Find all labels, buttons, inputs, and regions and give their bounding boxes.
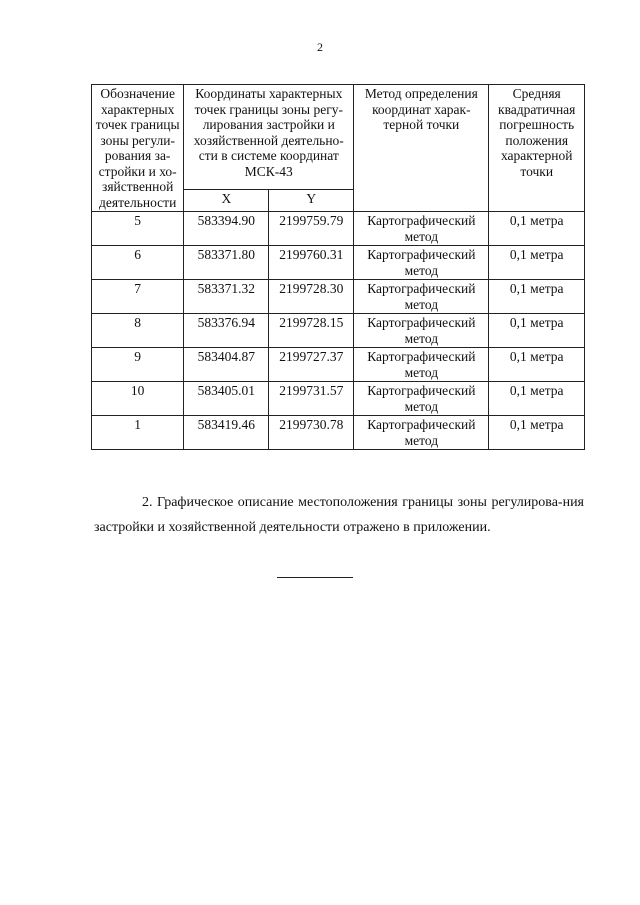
table-row xyxy=(92,382,585,416)
header-coordinates: Координаты характерных точек границы зоны регу-лирования застройки и хозяйственной деятельно-сти в системе координат МСК-43 xyxy=(184,85,354,190)
cell-y: 2199759.79 xyxy=(269,212,354,246)
header-x: X xyxy=(184,190,269,212)
cell-error: 0,1 метра xyxy=(489,212,585,246)
cell-method: Картографический метод xyxy=(354,246,489,280)
table-row xyxy=(92,246,585,280)
cell-x: 583405.01 xyxy=(184,382,269,416)
cell-point: 1 xyxy=(92,416,184,450)
page-number: 2 xyxy=(317,40,323,54)
cell-x: 583394.90 xyxy=(184,212,269,246)
cell-point: 9 xyxy=(92,348,184,382)
cell-error: 0,1 метра xyxy=(489,382,585,416)
table-row xyxy=(92,416,585,450)
table-row xyxy=(92,314,585,348)
closing-rule xyxy=(277,577,353,578)
cell-error: 0,1 метра xyxy=(489,416,585,450)
cell-method: Картографический метод xyxy=(354,212,489,246)
table-row xyxy=(92,348,585,382)
table-header-row xyxy=(92,85,585,190)
cell-method: Картографический метод xyxy=(354,280,489,314)
header-error: Средняя квадратичная погрешность положения характерной точки xyxy=(489,85,585,212)
header-method: Метод определения координат харак-терной точки xyxy=(354,85,489,212)
cell-point: 7 xyxy=(92,280,184,314)
cell-x: 583371.32 xyxy=(184,280,269,314)
cell-x: 583404.87 xyxy=(184,348,269,382)
cell-y: 2199728.15 xyxy=(269,314,354,348)
coordinates-table xyxy=(91,84,585,450)
cell-error: 0,1 метра xyxy=(489,314,585,348)
cell-error: 0,1 метра xyxy=(489,246,585,280)
cell-y: 2199731.57 xyxy=(269,382,354,416)
cell-y: 2199727.37 xyxy=(269,348,354,382)
cell-point: 8 xyxy=(92,314,184,348)
cell-error: 0,1 метра xyxy=(489,280,585,314)
cell-method: Картографический метод xyxy=(354,382,489,416)
cell-x: 583376.94 xyxy=(184,314,269,348)
cell-y: 2199760.31 xyxy=(269,246,354,280)
cell-x: 583371.80 xyxy=(184,246,269,280)
header-point-designation: Обозначение характерных точек границы зоны регули-рования за-стройки и хо-зяйственной деятельности xyxy=(92,85,184,212)
body-paragraph: 2. Графическое описание местоположения границы зоны регулирова-ния застройки и хозяйственной деятельности отражено в приложении. xyxy=(94,495,584,535)
cell-method: Картографический метод xyxy=(354,416,489,450)
cell-y: 2199730.78 xyxy=(269,416,354,450)
header-y: Y xyxy=(269,190,354,212)
cell-method: Картографический метод xyxy=(354,348,489,382)
cell-y: 2199728.30 xyxy=(269,280,354,314)
table-row xyxy=(92,212,585,246)
table-row xyxy=(92,280,585,314)
cell-point: 5 xyxy=(92,212,184,246)
cell-x: 583419.46 xyxy=(184,416,269,450)
cell-method: Картографический метод xyxy=(354,314,489,348)
cell-point: 6 xyxy=(92,246,184,280)
cell-point: 10 xyxy=(92,382,184,416)
cell-error: 0,1 метра xyxy=(489,348,585,382)
